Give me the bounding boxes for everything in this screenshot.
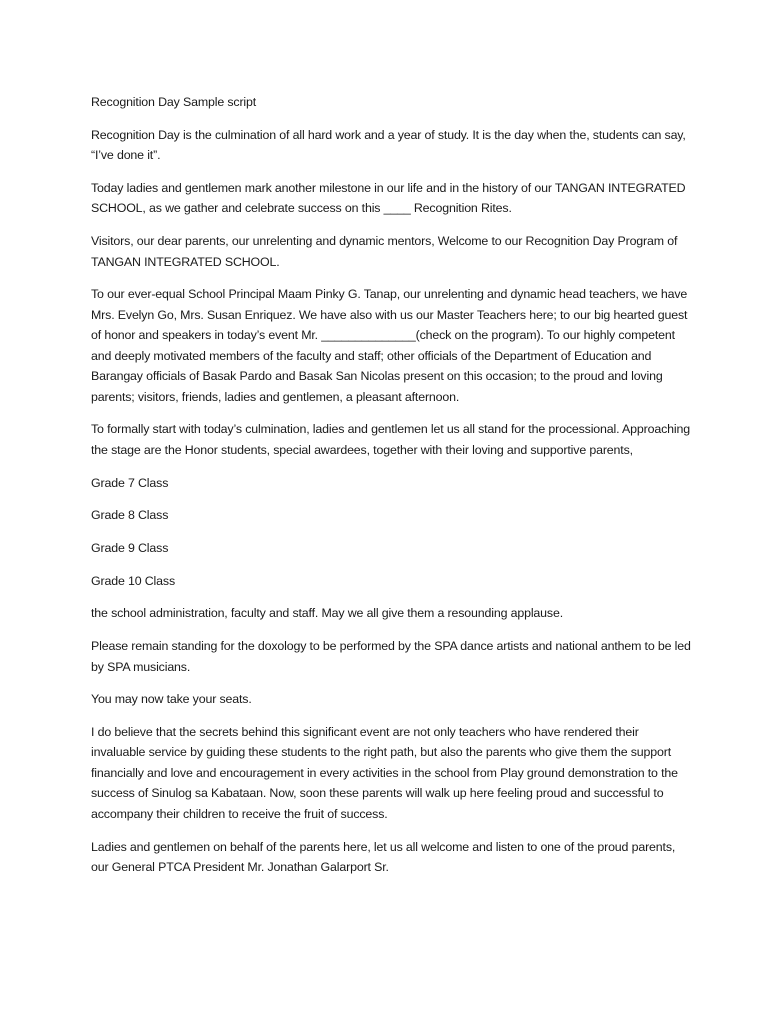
document-title: Recognition Day Sample script (91, 95, 257, 109)
paragraph-acknowledgements: To our ever-equal School Principal Maam Pinky G. Tanap, our unrelenting and dynamic head teachers, we have Mrs. Evelyn Go, Mrs. Susan Enriquez. We have also with us our Master Teachers here; to our big hearted guest of honor and speakers in today’s event Mr. ______________(check on the program). To our highly competent and deeply motivated members of the faculty and staff; other officials of the Department of Education and Barangay officials of Basak Pardo and Basak San Nicolas present on this occasion; to the proud and loving parents; visitors, friends, ladies and gentlemen, a pleasant afternoon. (91, 287, 688, 404)
paragraph-ptca-president: Ladies and gentlemen on behalf of the parents here, let us all welcome and listen to one of the proud parents, our General PTCA President Mr. Jonathan Galarport Sr. (91, 839, 676, 875)
paragraph-welcome: Visitors, our dear parents, our unrelenting and dynamic mentors, Welcome to our Recognition Day Program of TANGAN INTEGRATED SCHOOL. (91, 234, 678, 269)
paragraph-secrets: I do believe that the secrets behind this significant event are not only teachers who have rendered their invaluable service by guiding these students to the right path, but also the parents who give them the support financially and love and encouragement in every activities in the school from Play ground demonstration to the success of Sinulog sa Kabataan. Now, soon these parents will walk up here feeling proud and successful to accompany their children to receive the fruit of success. (91, 724, 678, 821)
paragraph-seats: You may now take your seats. (91, 692, 252, 707)
grade-8-class: Grade 8 Class (91, 508, 169, 523)
paragraph-intro: Recognition Day is the culmination of all hard work and a year of study. It is the day when the, students can say, “I’ve done it”. (91, 127, 686, 163)
paragraph-milestone: Today ladies and gentlemen mark another milestone in our life and in the history of our TANGAN INTEGRATED SCHOOL, as we gather and celebrate success on this ____ Recognition Rites. (91, 180, 686, 216)
grade-9-class: Grade 9 Class (91, 541, 169, 555)
paragraph-applause: the school administration, faculty and staff. May we all give them a resounding applause. (91, 606, 563, 621)
grade-10-class: Grade 10 Class (91, 573, 175, 588)
grade-7-class: Grade 7 Class (91, 475, 169, 490)
paragraph-processional: To formally start with today’s culmination, ladies and gentlemen let us all stand for the processional. Approaching the stage are the Honor students, special awardees, together with their loving and supportive parents, (91, 422, 690, 457)
paragraph-doxology: Please remain standing for the doxology to be performed by the SPA dance artists and national anthem to be led by SPA musicians. (91, 639, 691, 674)
document-body (91, 92, 693, 890)
